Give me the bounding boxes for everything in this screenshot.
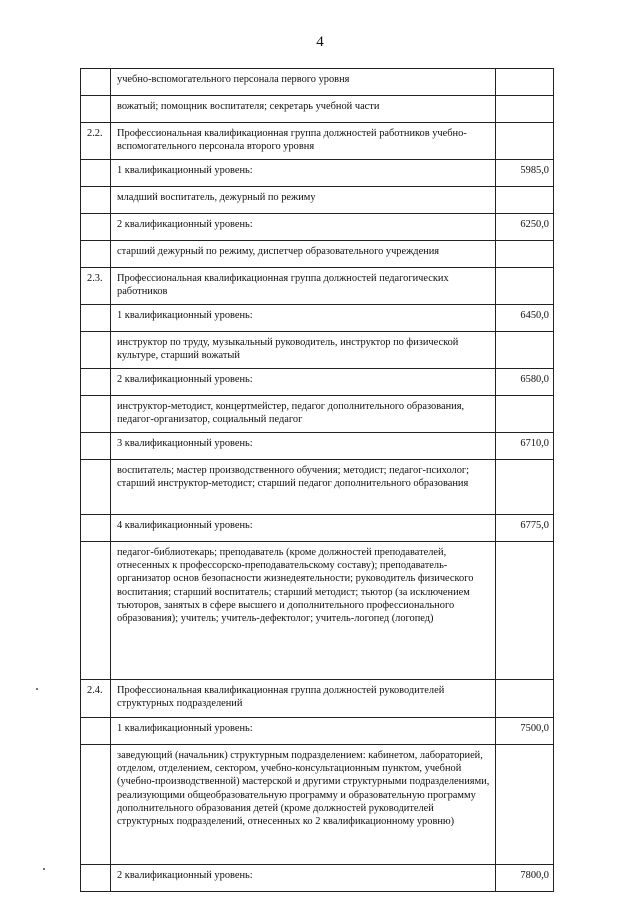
table-row <box>81 433 554 460</box>
row-number-cell <box>81 745 111 865</box>
row-value-cell: 6580,0 <box>496 369 554 396</box>
row-text-cell: заведующий (начальник) структурным подразделением: кабинетом, лабораторией, отделом, отделением, сектором, учебно-консультационным пунктом, учебной (учебно-производственной) мастерской и другими структурными подразделениями, реализующими общеобразовательную программу и образовательную программу дополнительного образования детей (кроме должностей руководителей структурных подразделений, отнесенных ко 2 квалификационному уровню) <box>111 745 496 865</box>
row-number-cell <box>81 187 111 214</box>
row-text-cell: 1 квалификационный уровень: <box>111 718 496 745</box>
table-row <box>81 332 554 369</box>
table-row <box>81 460 554 515</box>
row-number-cell <box>81 305 111 332</box>
row-value-cell <box>496 187 554 214</box>
row-number-cell <box>81 332 111 369</box>
row-number-cell <box>81 718 111 745</box>
row-value-cell: 6775,0 <box>496 515 554 542</box>
row-text-cell: 3 квалификационный уровень: <box>111 433 496 460</box>
row-value-cell: 6250,0 <box>496 214 554 241</box>
row-value-cell <box>496 460 554 515</box>
row-text-cell: учебно-вспомогательного персонала первого уровня <box>111 69 496 96</box>
row-text-cell: воспитатель; мастер производственного обучения; методист; педагог-психолог; старший инструктор-методист; старший педагог дополнительного образования <box>111 460 496 515</box>
row-value-cell <box>496 268 554 305</box>
row-text-cell: 2 квалификационный уровень: <box>111 865 496 892</box>
row-number-cell <box>81 865 111 892</box>
row-text-cell: вожатый; помощник воспитателя; секретарь учебной части <box>111 96 496 123</box>
row-text-cell: Профессиональная квалификационная группа должностей работников учебно-вспомогательного персонала второго уровня <box>111 123 496 160</box>
row-text-cell: педагог-библиотекарь; преподаватель (кроме должностей преподавателей, отнесенных к профессорско-преподавательскому составу); преподаватель-организатор основ безопасности жизнедеятельности; руководитель физического воспитания; старший воспитатель; старший методист; тьютор (за исключением тьюторов, занятых в сфере высшего и дополнительного профессионального образования); учитель; учитель-дефектолог; учитель-логопед (логопед) <box>111 542 496 680</box>
row-number-cell: 2.2. <box>81 123 111 160</box>
table-row <box>81 865 554 892</box>
scan-speck <box>36 688 38 690</box>
row-value-cell: 6710,0 <box>496 433 554 460</box>
row-number-cell <box>81 396 111 433</box>
row-value-cell <box>496 69 554 96</box>
row-value-cell <box>496 745 554 865</box>
table-row <box>81 369 554 396</box>
row-value-cell: 7500,0 <box>496 718 554 745</box>
row-value-cell <box>496 332 554 369</box>
row-number-cell <box>81 542 111 680</box>
table-row <box>81 745 554 865</box>
table-row <box>81 160 554 187</box>
table-row <box>81 123 554 160</box>
row-value-cell <box>496 396 554 433</box>
row-number-cell <box>81 369 111 396</box>
row-text-cell: младший воспитатель, дежурный по режиму <box>111 187 496 214</box>
row-number-cell <box>81 214 111 241</box>
row-text-cell: 2 квалификационный уровень: <box>111 214 496 241</box>
row-text-cell: 1 квалификационный уровень: <box>111 160 496 187</box>
scan-speck <box>43 868 45 870</box>
row-text-cell: инструктор по труду, музыкальный руководитель, инструктор по физической культуре, старший вожатый <box>111 332 496 369</box>
table-row <box>81 69 554 96</box>
salary-table <box>80 68 554 892</box>
table-row <box>81 214 554 241</box>
table-row <box>81 187 554 214</box>
table-row <box>81 268 554 305</box>
row-number-cell <box>81 460 111 515</box>
row-value-cell <box>496 241 554 268</box>
table-row <box>81 241 554 268</box>
table-row <box>81 718 554 745</box>
row-number-cell: 2.3. <box>81 268 111 305</box>
row-text-cell: 1 квалификационный уровень: <box>111 305 496 332</box>
row-number-cell <box>81 433 111 460</box>
row-text-cell: инструктор-методист, концертмейстер, педагог дополнительного образования, педагог-организатор, социальный педагог <box>111 396 496 433</box>
table-row <box>81 96 554 123</box>
row-number-cell <box>81 241 111 268</box>
page-number: 4 <box>316 34 324 50</box>
table-row <box>81 396 554 433</box>
row-value-cell: 7800,0 <box>496 865 554 892</box>
row-value-cell: 6450,0 <box>496 305 554 332</box>
row-value-cell <box>496 680 554 718</box>
row-number-cell: 2.4. <box>81 680 111 718</box>
row-text-cell: 2 квалификационный уровень: <box>111 369 496 396</box>
row-number-cell <box>81 96 111 123</box>
table-row <box>81 515 554 542</box>
row-value-cell <box>496 542 554 680</box>
row-value-cell <box>496 96 554 123</box>
row-number-cell <box>81 69 111 96</box>
row-number-cell <box>81 160 111 187</box>
table-row <box>81 305 554 332</box>
table-row <box>81 680 554 718</box>
row-text-cell: старший дежурный по режиму, диспетчер образовательного учреждения <box>111 241 496 268</box>
table-row <box>81 542 554 680</box>
row-value-cell <box>496 123 554 160</box>
row-text-cell: Профессиональная квалификационная группа должностей педагогических работников <box>111 268 496 305</box>
row-value-cell: 5985,0 <box>496 160 554 187</box>
row-text-cell: Профессиональная квалификационная группа должностей руководителей структурных подразделений <box>111 680 496 718</box>
row-text-cell: 4 квалификационный уровень: <box>111 515 496 542</box>
row-number-cell <box>81 515 111 542</box>
table-body <box>81 69 554 892</box>
